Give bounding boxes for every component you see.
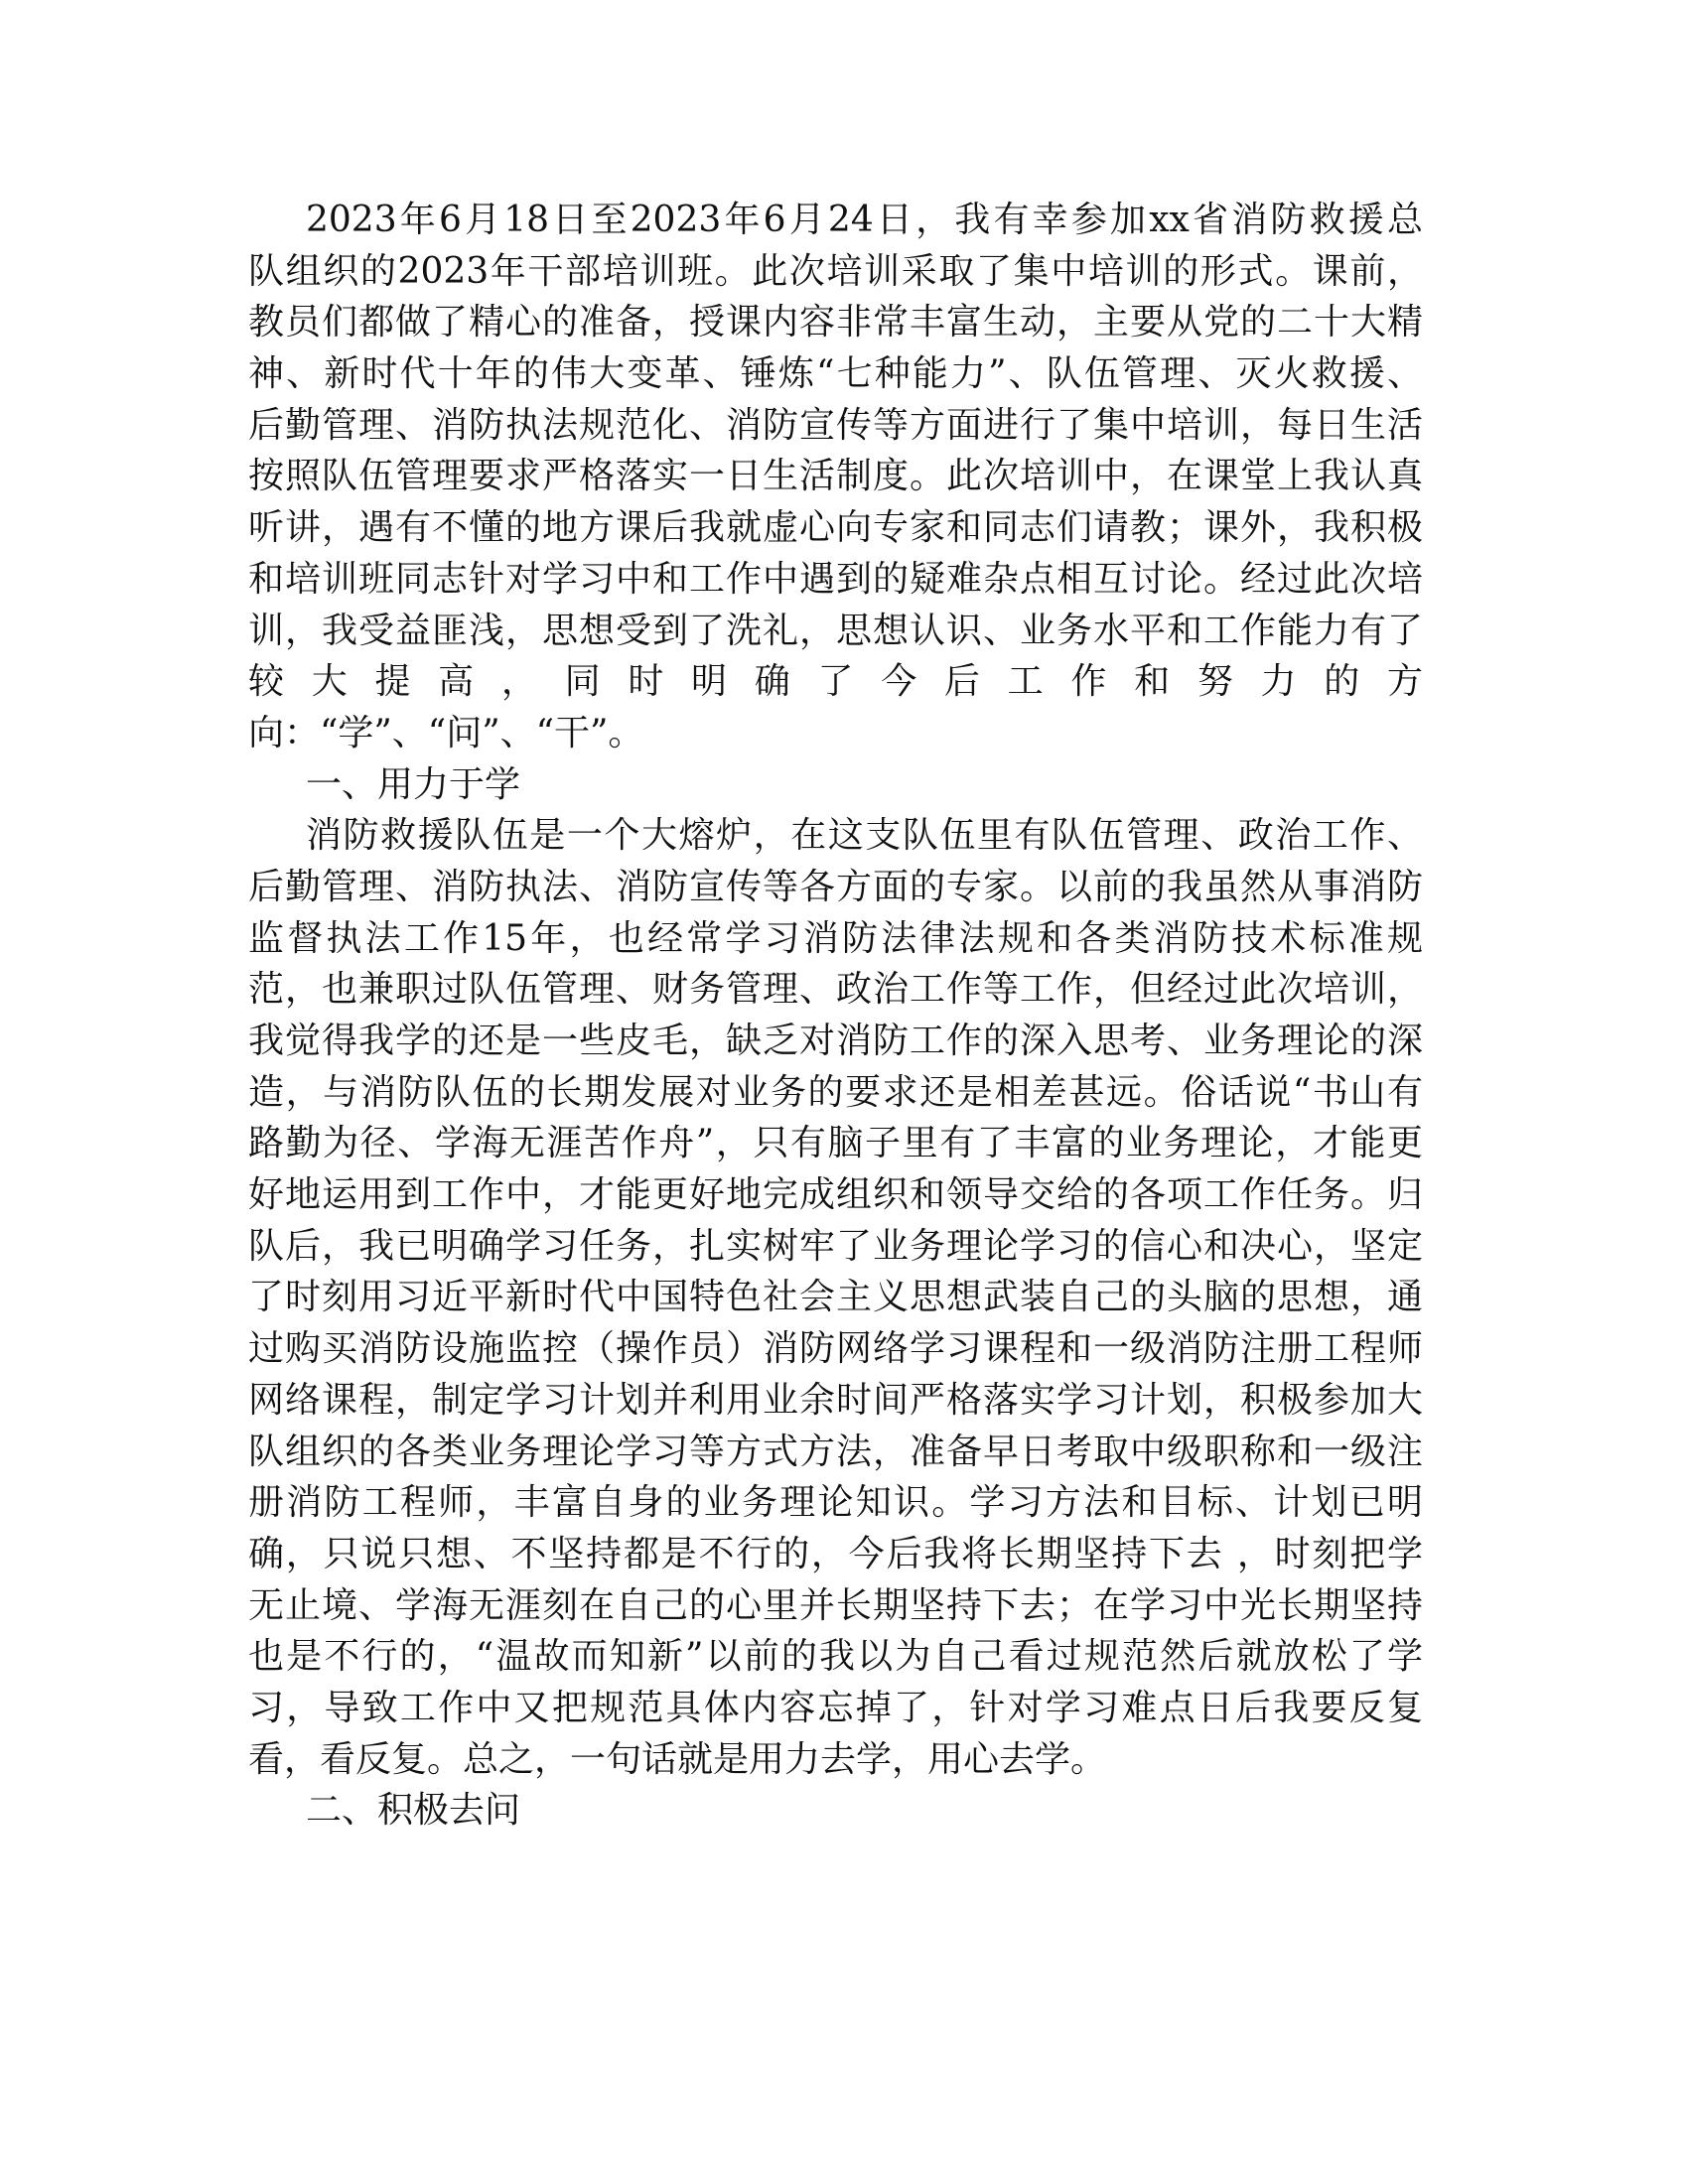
paragraph-line: 后勤管理、消防执法规范化、消防宣传等方面进行了集中培训，每日生活: [248, 404, 1423, 446]
paragraph-line: 无止境、学海无涯刻在自己的心里并长期坚持下去；在学习中光长期坚持: [248, 1584, 1423, 1626]
paragraph-line: 队组织的各类业务理论学习等方式方法，准备早日考取中级职称和一级注: [248, 1431, 1423, 1472]
paragraph-line: 队后，我已明确学习任务，扎实树牢了业务理论学习的信心和决心，坚定: [248, 1225, 1423, 1267]
paragraph-line: 教员们都做了精心的准备，授课内容非常丰富生动，主要从党的二十大精: [248, 302, 1423, 343]
paragraph: [248, 810, 1423, 1785]
paragraph-line: 我觉得我学的还是一些皮毛，缺乏对消防工作的深入思考、业务理论的深: [248, 1021, 1423, 1061]
paragraph-line: 好地运用到工作中，才能更好地完成组织和领导交给的各项工作任务。归: [248, 1174, 1423, 1216]
paragraph-line: 过购买消防设施监控（操作员）消防网络学习课程和一级消防注册工程师: [248, 1328, 1423, 1370]
paragraph-line: 网络课程，制定学习计划并利用业余时间严格落实学习计划，积极参加大: [248, 1379, 1423, 1421]
paragraph-line: 神、新时代十年的伟大变革、锤炼“七种能力”、队伍管理、灭火救援、: [248, 353, 1423, 395]
paragraph-line: 也是不行的，“温故而知新”以前的我以为自己看过规范然后就放松了学: [248, 1636, 1423, 1678]
paragraph-line: 消防救援队伍是一个大熔炉，在这支队伍里有队伍管理、政治工作、: [306, 815, 1423, 857]
section-heading: 一、用力于学: [306, 763, 521, 805]
paragraph-line: 监督执法工作15年，也经常学习消防法律法规和各类消防技术标准规: [248, 917, 1423, 959]
paragraph-line: 训，我受益匪浅，思想受到了洗礼，思想认识、业务水平和工作能力有了: [248, 610, 1423, 651]
paragraph-line: 造，与消防队伍的长期发展对业务的要求还是相差甚远。俗话说“书山有: [248, 1071, 1423, 1113]
paragraph-line: 和培训班同志针对学习中和工作中遇到的疑难杂点相互讨论。经过此次培: [248, 558, 1423, 600]
paragraph-line: 2023年6月18日至2023年6月24日，我有幸参加xx省消防救援总: [306, 200, 1423, 240]
paragraph-line: 路勤为径、学海无涯苦作舟”，只有脑子里有了丰富的业务理论，才能更: [248, 1123, 1423, 1164]
paragraph-line: 按照队伍管理要求严格落实一日生活制度。此次培训中，在课堂上我认真: [248, 456, 1423, 497]
paragraph-line: 册消防工程师，丰富自身的业务理论知识。学习方法和目标、计划已明: [248, 1482, 1423, 1524]
paragraph: [248, 195, 1423, 759]
paragraph-line: 习，导致工作中又把规范具体内容忘掉了，针对学习难点日后我要反复: [248, 1687, 1423, 1728]
paragraph-line: 队组织的2023年干部培训班。此次培训采取了集中培训的形式。课前，: [248, 250, 1423, 292]
paragraph-line: 范，也兼职过队伍管理、财务管理、政治工作等工作，但经过此次培训，: [248, 969, 1423, 1011]
document-body: [248, 195, 1423, 1837]
paragraph-line: 后勤管理、消防执法、消防宣传等各方面的专家。以前的我虽然从事消防: [248, 866, 1423, 907]
paragraph-line: 听讲，遇有不懂的地方课后我就虚心向专家和同志们请教；课外，我积极: [248, 507, 1423, 549]
paragraph-line: 看，看反复。总之，一句话就是用力去学，用心去学。: [248, 1738, 1107, 1780]
section-heading: 二、积极去问: [306, 1790, 521, 1832]
paragraph-line: 较大提高，同时明确了今后工作和努力的方: [248, 661, 1423, 703]
paragraph-line: 确，只说只想、不坚持都是不行的，今后我将长期坚持下去 ，时刻把学: [248, 1533, 1423, 1574]
paragraph-line: 了时刻用习近平新时代中国特色社会主义思想武装自己的头脑的思想，通: [248, 1277, 1423, 1318]
paragraph-line: 向：“学”、“问”、“干”。: [248, 712, 644, 753]
